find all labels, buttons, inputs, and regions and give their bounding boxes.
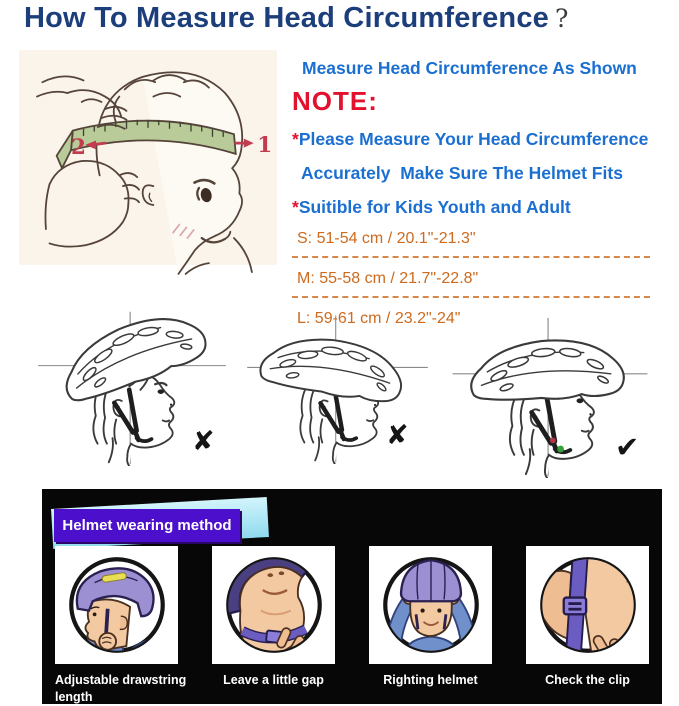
note-bullet-1 bbox=[292, 129, 678, 150]
asterisk: * bbox=[292, 197, 299, 217]
fit-figure-correct bbox=[437, 314, 663, 478]
cross-icon: ✘ bbox=[386, 420, 409, 451]
size-row-medium: M: 55-58 cm / 21.7"-22.8" bbox=[297, 270, 479, 287]
banner-plate bbox=[54, 509, 240, 542]
step-card bbox=[55, 546, 178, 664]
size-divider bbox=[292, 256, 650, 258]
page-title-question-mark: ? bbox=[555, 4, 569, 33]
wearing-steps bbox=[55, 546, 649, 706]
step-caption: Check the clip bbox=[545, 673, 630, 687]
note-bullet-1-continued: Accurately Make Sure The Helmet Fits bbox=[301, 163, 623, 183]
clip-illustration bbox=[532, 549, 644, 661]
wearing-step-1 bbox=[55, 546, 187, 706]
fit-figure-tilted-back bbox=[32, 308, 232, 466]
fit-figure-tilted-forward bbox=[240, 312, 435, 464]
note-section bbox=[292, 58, 678, 329]
step-card bbox=[526, 546, 649, 664]
note-bullet-1-text: Please Measure Your Head Circumference bbox=[298, 129, 649, 149]
righting-illustration bbox=[375, 549, 487, 661]
page-title-text: How To Measure Head Circumference bbox=[24, 2, 549, 34]
note-bullet-2-text: Suitible for Kids Youth and Adult bbox=[298, 197, 571, 217]
note-label: NOTE: bbox=[292, 86, 378, 116]
panel-banner bbox=[48, 495, 278, 551]
note-bullet-2 bbox=[292, 197, 678, 218]
size-divider bbox=[292, 296, 650, 298]
check-icon: ✔ bbox=[615, 430, 640, 464]
helmet-wearing-panel bbox=[42, 489, 662, 704]
strap-red-dot bbox=[550, 437, 556, 443]
page-title bbox=[24, 2, 568, 35]
step-caption: Adjustable drawstring length bbox=[55, 673, 187, 704]
wearing-step-4 bbox=[526, 546, 649, 706]
step-caption: Leave a little gap bbox=[223, 673, 324, 687]
step-card bbox=[369, 546, 492, 664]
step-caption: Righting helmet bbox=[383, 673, 478, 687]
wearing-step-3 bbox=[369, 546, 492, 706]
asterisk: * bbox=[292, 129, 299, 149]
drawstring-illustration bbox=[61, 549, 173, 661]
measuring-head-illustration bbox=[4, 50, 292, 290]
size-row-large: L: 59-61 cm / 23.2"-24" bbox=[297, 310, 461, 327]
tape-step-2-label: 2 bbox=[70, 134, 86, 160]
size-row-small: S: 51-54 cm / 20.1"-21.3" bbox=[297, 230, 476, 247]
strap-green-dot bbox=[557, 446, 564, 453]
measure-heading: Measure Head Circumference As Shown bbox=[302, 58, 637, 78]
tape-step-1-label: 1 bbox=[257, 133, 273, 159]
wearing-step-2 bbox=[212, 546, 335, 706]
step-card bbox=[212, 546, 335, 664]
banner-title: Helmet wearing method bbox=[62, 517, 232, 534]
gap-illustration bbox=[218, 549, 330, 661]
cross-icon: ✘ bbox=[192, 426, 215, 457]
